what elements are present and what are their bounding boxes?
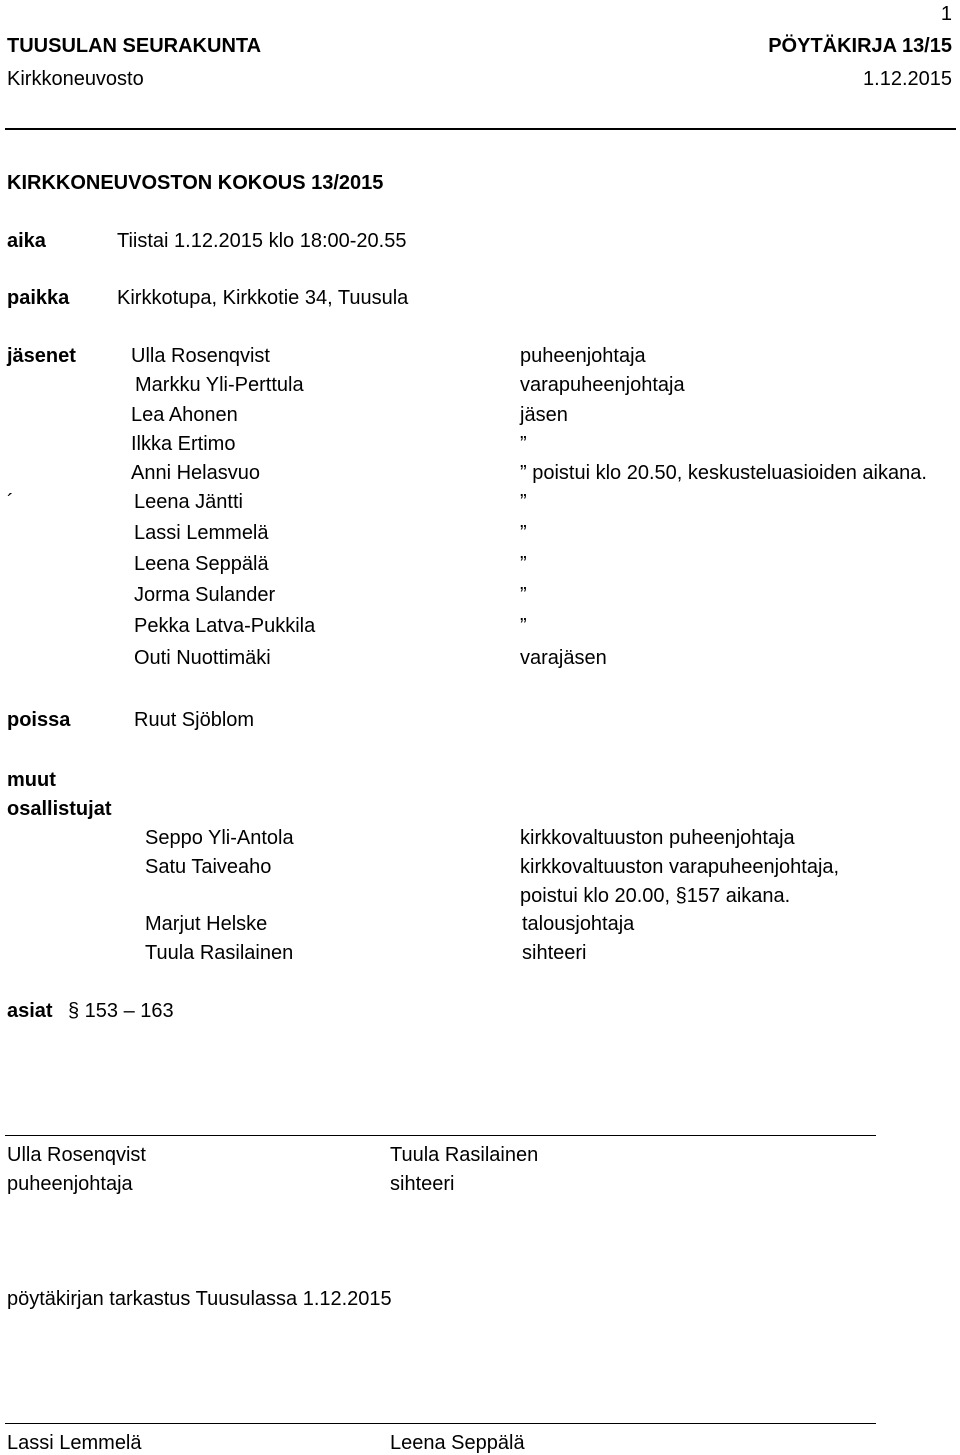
body-name: Kirkkoneuvosto: [7, 68, 144, 90]
member-role: ”: [520, 615, 527, 637]
member-role: varapuheenjohtaja: [520, 374, 685, 396]
page-number: 1: [940, 3, 952, 25]
participant-name: Marjut Helske: [145, 913, 268, 935]
participant-name: Tuula Rasilainen: [145, 942, 294, 964]
member-name: Ilkka Ertimo: [131, 433, 236, 455]
participant-role: kirkkovaltuuston puheenjohtaja: [520, 827, 795, 849]
topics-label: asiat: [7, 1000, 53, 1022]
member-role: varajäsen: [520, 647, 607, 669]
reviewer-left-name: Lassi Lemmelä: [7, 1432, 142, 1454]
header-divider: [5, 128, 956, 130]
participant-role: sihteeri: [522, 942, 587, 964]
absent-name: Ruut Sjöblom: [134, 709, 255, 731]
member-name: Leena Jäntti: [134, 491, 243, 513]
place-value: Kirkkotupa, Kirkkotie 34, Tuusula: [117, 287, 409, 309]
member-name: Jorma Sulander: [134, 584, 276, 606]
stray-mark: ´: [7, 491, 14, 513]
chair-signature-name: Ulla Rosenqvist: [7, 1144, 146, 1166]
member-role: ”: [520, 584, 527, 606]
secretary-signature-name: Tuula Rasilainen: [390, 1144, 539, 1166]
document-date: 1.12.2015: [863, 68, 952, 90]
member-role: ”: [520, 553, 527, 575]
members-label: jäsenet: [7, 345, 76, 367]
member-name: Pekka Latva-Pukkila: [134, 615, 316, 637]
member-role: ”: [520, 433, 527, 455]
reviewer-right-name: Leena Seppälä: [390, 1432, 525, 1454]
review-text: pöytäkirjan tarkastus Tuusulassa 1.12.2015: [7, 1288, 392, 1310]
member-name: Anni Helasvuo: [131, 462, 260, 484]
review-signature-line: [5, 1423, 876, 1424]
participant-role: kirkkovaltuuston varapuheenjohtaja,: [520, 856, 840, 878]
member-role: ”: [520, 491, 527, 513]
member-name: Markku Yli-Perttula: [135, 374, 304, 396]
member-role: puheenjohtaja: [520, 345, 646, 367]
participant-name: Satu Taiveaho: [145, 856, 272, 878]
chair-signature-role: puheenjohtaja: [7, 1173, 133, 1195]
member-name: Outi Nuottimäki: [134, 647, 271, 669]
time-value: Tiistai 1.12.2015 klo 18:00-20.55: [117, 230, 407, 252]
time-label: aika: [7, 230, 46, 252]
member-role: ”: [520, 522, 527, 544]
meeting-title: KIRKKONEUVOSTON KOKOUS 13/2015: [7, 172, 384, 194]
member-name: Leena Seppälä: [134, 553, 269, 575]
others-label-line1: muut: [7, 769, 56, 791]
secretary-signature-role: sihteeri: [390, 1173, 455, 1195]
participant-name: Seppo Yli-Antola: [145, 827, 294, 849]
participant-role: talousjohtaja: [522, 913, 635, 935]
signature-line: [5, 1135, 876, 1136]
member-role: jäsen: [520, 404, 568, 426]
others-label-line2: osallistujat: [7, 798, 112, 820]
member-name: Ulla Rosenqvist: [131, 345, 270, 367]
member-name: Lassi Lemmelä: [134, 522, 269, 544]
place-label: paikka: [7, 287, 70, 309]
member-role: ” poistui klo 20.50, keskusteluasioiden aikana.: [520, 462, 927, 484]
document-id: PÖYTÄKIRJA 13/15: [768, 35, 952, 57]
absent-label: poissa: [7, 709, 71, 731]
organization-name: TUUSULAN SEURAKUNTA: [7, 35, 262, 57]
member-name: Lea Ahonen: [131, 404, 238, 426]
topics-value: § 153 – 163: [68, 1000, 174, 1022]
participant-role-note: poistui klo 20.00, §157 aikana.: [520, 885, 791, 907]
